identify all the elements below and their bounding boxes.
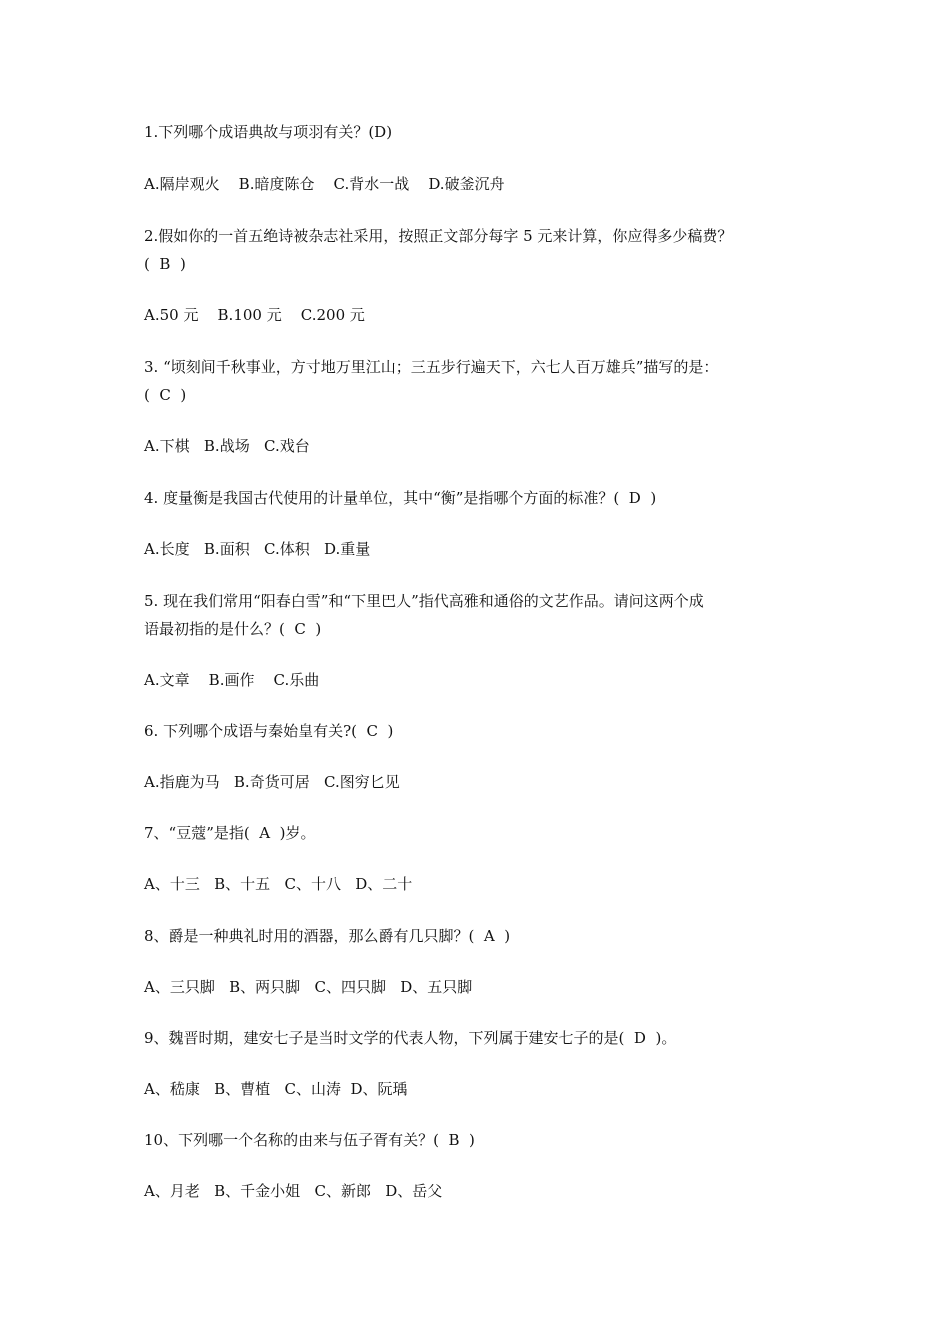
- question-2-options: A.50 元 B.100 元 C.200 元: [144, 306, 365, 324]
- question-3-options: A.下棋 B.战场 C.戏台: [144, 437, 310, 455]
- question-3-answer: ( C ): [144, 386, 187, 404]
- question-4-stem: 4. 度量衡是我国古代使用的计量单位，其中“衡”是指哪个方面的标准？( D ): [144, 489, 657, 507]
- question-6-options: A.指鹿为马 B.奇货可居 C.图穷匕见: [144, 773, 400, 791]
- question-2-answer: ( B ): [144, 255, 186, 273]
- question-2-stem: 2.假如你的一首五绝诗被杂志社采用，按照正文部分每字 5 元来计算，你应得多少稿费？: [144, 227, 733, 245]
- question-9-stem: 9、魏晋时期，建安七子是当时文学的代表人物，下列属于建安七子的是( D )。: [144, 1029, 677, 1047]
- question-1-options: A.隔岸观火 B.暗度陈仓 C.背水一战 D.破釜沉舟: [144, 175, 505, 193]
- question-5-stem-continued: 语最初指的是什么？( C ): [144, 620, 322, 638]
- question-9-options: A、嵇康 B、曹植 C、山涛 D、阮瑀: [144, 1080, 408, 1098]
- question-7-options: A、十三 B、十五 C、十八 D、二十: [144, 875, 413, 893]
- question-7-stem: 7、“豆蔻”是指( A )岁。: [144, 824, 316, 842]
- question-3-stem: 3. “顷刻间千秋事业，方寸地万里江山；三五步行遍天下，六七人百万雄兵”描写的是：: [144, 358, 719, 376]
- question-5-options: A.文章 B.画作 C.乐曲: [144, 671, 320, 689]
- question-10-stem: 10、下列哪一个名称的由来与伍子胥有关？( B ): [144, 1131, 475, 1149]
- question-10-options: A、月老 B、千金小姐 C、新郎 D、岳父: [144, 1182, 443, 1200]
- question-8-options: A、三只脚 B、两只脚 C、四只脚 D、五只脚: [144, 978, 473, 996]
- question-1-stem: 1.下列哪个成语典故与项羽有关？(D): [144, 123, 393, 141]
- question-5-stem: 5. 现在我们常用“阳春白雪”和“下里巴人”指代高雅和通俗的文艺作品。请问这两个成: [144, 592, 704, 610]
- question-8-stem: 8、爵是一种典礼时用的酒器，那么爵有几只脚？( A ): [144, 927, 511, 945]
- question-4-options: A.长度 B.面积 C.体积 D.重量: [144, 540, 371, 558]
- question-6-stem: 6. 下列哪个成语与秦始皇有关?( C ): [144, 722, 394, 740]
